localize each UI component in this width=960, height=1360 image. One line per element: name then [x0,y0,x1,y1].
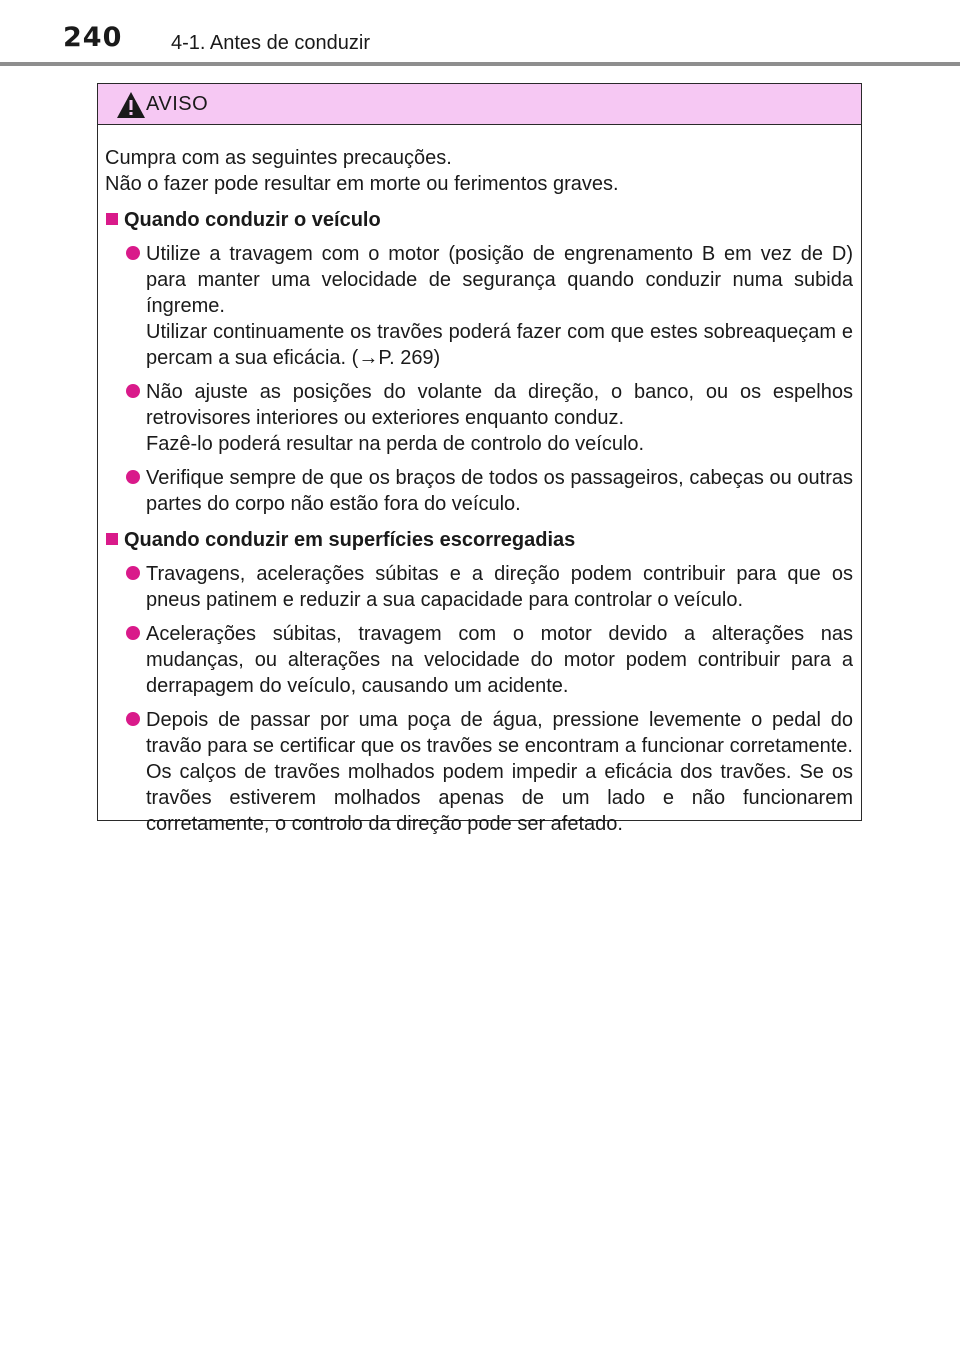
round-bullet-icon [126,470,140,484]
warning-triangle-icon [116,91,146,119]
list-item [105,707,853,837]
paragraph: Utilizar continuamente os travões poderá fazer com que estes sobreaqueçam e percam a sua eficácia. (→P. 269) [146,321,853,369]
paragraph: Verifique sempre de que os braços de todos os passageiros, cabeças ou outras partes do corpo não estão fora do veículo. [146,467,853,515]
warning-intro [105,145,853,197]
list-item [105,379,853,457]
list-item-text [146,465,853,517]
list-item [105,465,853,517]
list-item-text [146,561,853,613]
header-divider [0,62,960,66]
section-title: 4-1. Antes de conduzir [171,32,371,54]
round-bullet-icon [126,566,140,580]
section-heading-text: Quando conduzir em superfícies escorregadias [124,529,576,551]
page-header [0,0,960,66]
round-bullet-icon [126,246,140,260]
round-bullet-icon [126,712,140,726]
list-item [105,621,853,699]
section-slippery-surfaces [105,527,853,837]
section-heading-text: Quando conduzir o veículo [124,209,381,231]
paragraph: Depois de passar por uma poça de água, pressione levemente o pedal do travão para se certificar que os travões se encontram a funcionar corretamente. Os calços de travões molhados podem impedir a eficácia dos travões. Se os travões estiverem molhados apenas de um lado e não funcionarem corretamente, o controlo da direção pode ser afetado. [146,709,853,835]
round-bullet-icon [126,384,140,398]
warning-box [97,83,862,835]
list-item [105,241,853,371]
round-bullet-icon [126,626,140,640]
warning-title: AVISO [146,93,209,115]
list-item [105,561,853,613]
warning-body [98,125,861,837]
paragraph: Acelerações súbitas, travagem com o motor devido a alterações nas mudanças, ou alterações na velocidade do motor podem contribuir para a derrapagem do veículo, causando um acidente. [146,623,853,697]
list-item-text [146,707,853,837]
square-bullet-icon [106,213,118,225]
section-heading [105,207,853,233]
list-item-text [146,241,853,371]
intro-line: Cumpra com as seguintes precauções. [105,147,452,169]
intro-line: Não o fazer pode resultar em morte ou ferimentos graves. [105,173,619,195]
paragraph: Travagens, acelerações súbitas e a direção podem contribuir para que os pneus patinem e reduzir a sua capacidade para controlar o veículo. [146,563,853,611]
page-number: 240 [63,22,123,53]
warning-header [98,84,861,125]
paragraph: Utilize a travagem com o motor (posição de engrenamento B em vez de D) para manter uma velocidade de segurança quando conduzir numa subida íngreme. [146,243,853,317]
paragraph: Fazê-lo poderá resultar na perda de controlo do veículo. [146,433,645,455]
list-item-text [146,621,853,699]
list-item-text [146,379,853,457]
paragraph: Não ajuste as posições do volante da direção, o banco, ou os espelhos retrovisores interiores ou exteriores enquanto conduz. [146,381,853,429]
section-driving [105,207,853,517]
section-heading [105,527,853,553]
square-bullet-icon [106,533,118,545]
